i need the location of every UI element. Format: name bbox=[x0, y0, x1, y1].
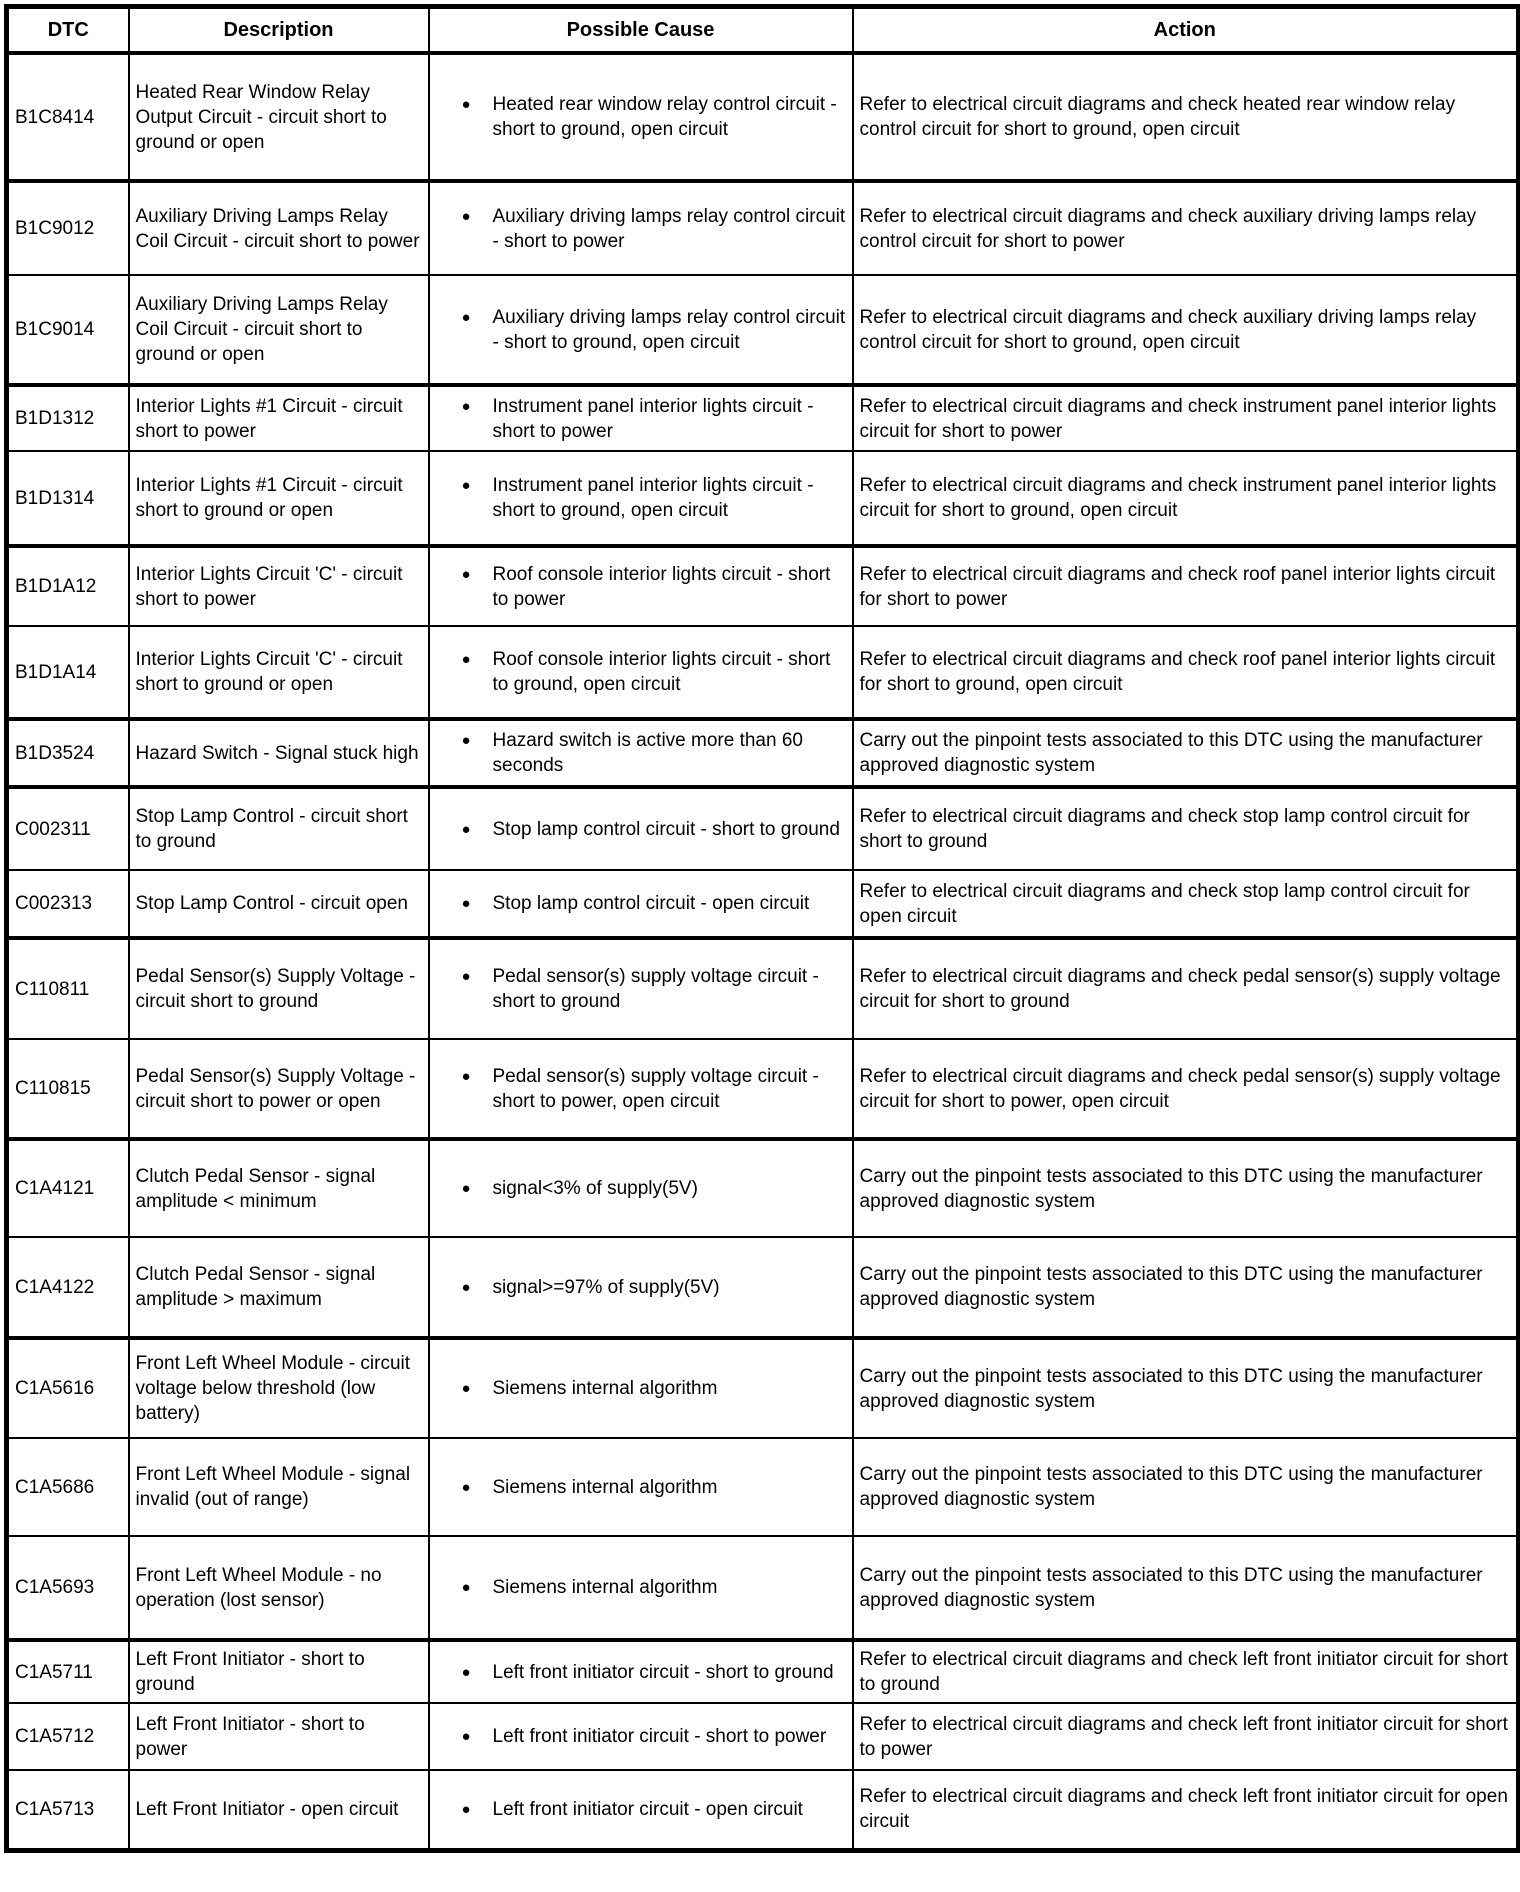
dtc-cell: C1A4122 bbox=[7, 1237, 129, 1338]
action-cell: Refer to electrical circuit diagrams and check pedal sensor(s) supply voltage circuit for short to power, open circuit bbox=[853, 1039, 1519, 1139]
table-row bbox=[7, 546, 1519, 626]
action-cell: Carry out the pinpoint tests associated to this DTC using the manufacturer approved diagnostic system bbox=[853, 1438, 1519, 1536]
bullet-icon: ● bbox=[461, 1067, 471, 1085]
dtc-cell: C1A5713 bbox=[7, 1770, 129, 1850]
cause-cell bbox=[429, 1039, 853, 1139]
action-cell: Carry out the pinpoint tests associated to this DTC using the manufacturer approved diagnostic system bbox=[853, 1139, 1519, 1237]
table-row bbox=[7, 275, 1519, 385]
description-cell: Front Left Wheel Module - no operation (lost sensor) bbox=[129, 1536, 429, 1640]
bullet-icon: ● bbox=[461, 207, 471, 225]
column-header-dtc: DTC bbox=[7, 7, 129, 54]
cause-cell bbox=[429, 1338, 853, 1438]
cause-cell bbox=[429, 181, 853, 275]
action-cell: Refer to electrical circuit diagrams and check instrument panel interior lights circuit for short to ground, open circuit bbox=[853, 451, 1519, 546]
cause-cell bbox=[429, 53, 853, 181]
dtc-cell: C1A5616 bbox=[7, 1338, 129, 1438]
cause-text: Siemens internal algorithm bbox=[492, 1378, 718, 1399]
header-row bbox=[7, 7, 1519, 54]
cause-text: Roof console interior lights circuit - short to ground, open circuit bbox=[492, 649, 831, 695]
action-cell: Carry out the pinpoint tests associated to this DTC using the manufacturer approved diagnostic system bbox=[853, 719, 1519, 787]
action-cell: Refer to electrical circuit diagrams and check pedal sensor(s) supply voltage circuit for short to ground bbox=[853, 938, 1519, 1039]
cause-text: signal>=97% of supply(5V) bbox=[492, 1276, 720, 1298]
table-row bbox=[7, 1039, 1519, 1139]
dtc-cell: C002311 bbox=[7, 787, 129, 870]
cause-cell bbox=[429, 787, 853, 870]
dtc-cell: C1A5712 bbox=[7, 1703, 129, 1770]
cause-cell bbox=[429, 938, 853, 1039]
column-header-action: Action bbox=[853, 7, 1519, 54]
dtc-cell: B1C9012 bbox=[7, 181, 129, 275]
cause-text: Instrument panel interior lights circuit - short to power bbox=[492, 395, 814, 442]
dtc-cell: C1A5711 bbox=[7, 1640, 129, 1703]
description-cell: Left Front Initiator - open circuit bbox=[129, 1770, 429, 1850]
bullet-icon: ● bbox=[461, 1478, 471, 1496]
cause-cell bbox=[429, 1438, 853, 1536]
description-cell: Interior Lights #1 Circuit - circuit short to ground or open bbox=[129, 451, 429, 546]
cause-text: Pedal sensor(s) supply voltage circuit - short to ground bbox=[492, 966, 819, 1012]
table-row bbox=[7, 938, 1519, 1039]
bullet-icon: ● bbox=[461, 565, 471, 583]
cause-text: Left front initiator circuit - short to ground bbox=[492, 1661, 834, 1683]
bullet-icon: ● bbox=[461, 1278, 471, 1296]
table-row bbox=[7, 870, 1519, 938]
table-row bbox=[7, 385, 1519, 451]
dtc-cell: C1A5686 bbox=[7, 1438, 129, 1536]
description-cell: Auxiliary Driving Lamps Relay Coil Circuit - circuit short to ground or open bbox=[129, 275, 429, 385]
dtc-cell: C1A4121 bbox=[7, 1139, 129, 1237]
dtc-cell: C110811 bbox=[7, 938, 129, 1039]
cause-text: Auxiliary driving lamps relay control circuit - short to power bbox=[492, 205, 846, 252]
cause-text: Siemens internal algorithm bbox=[492, 1476, 718, 1498]
action-cell: Refer to electrical circuit diagrams and check instrument panel interior lights circuit for short to power bbox=[853, 385, 1519, 451]
dtc-cell: B1C8414 bbox=[7, 53, 129, 181]
description-cell: Stop Lamp Control - circuit open bbox=[129, 870, 429, 938]
bullet-icon: ● bbox=[461, 1579, 471, 1596]
description-cell: Front Left Wheel Module - circuit voltage below threshold (low battery) bbox=[129, 1338, 429, 1438]
dtc-cell: B1D3524 bbox=[7, 719, 129, 787]
table-row bbox=[7, 451, 1519, 546]
action-cell: Carry out the pinpoint tests associated to this DTC using the manufacturer approved diagnostic system bbox=[853, 1237, 1519, 1338]
table-row bbox=[7, 1139, 1519, 1237]
cause-cell bbox=[429, 626, 853, 719]
dtc-cell: C110815 bbox=[7, 1039, 129, 1139]
table-row bbox=[7, 53, 1519, 181]
action-cell: Refer to electrical circuit diagrams and check heated rear window relay control circuit for short to ground, open circuit bbox=[853, 53, 1519, 181]
table-row bbox=[7, 1438, 1519, 1536]
action-cell: Refer to electrical circuit diagrams and check stop lamp control circuit for short to ground bbox=[853, 787, 1519, 870]
action-cell: Carry out the pinpoint tests associated to this DTC using the manufacturer approved diagnostic system bbox=[853, 1338, 1519, 1438]
cause-cell bbox=[429, 1640, 853, 1703]
cause-text: Hazard switch is active more than 60 seconds bbox=[492, 730, 803, 776]
dtc-cell: B1D1314 bbox=[7, 451, 129, 546]
cause-cell bbox=[429, 1703, 853, 1770]
bullet-icon: ● bbox=[461, 1380, 471, 1397]
cause-text: Stop lamp control circuit - open circuit bbox=[492, 893, 810, 914]
dtc-cell: C002313 bbox=[7, 870, 129, 938]
table-row bbox=[7, 787, 1519, 870]
action-cell: Refer to electrical circuit diagrams and check roof panel interior lights circuit for short to power bbox=[853, 546, 1519, 626]
bullet-icon: ● bbox=[461, 477, 471, 494]
action-cell: Refer to electrical circuit diagrams and check auxiliary driving lamps relay control circuit for short to ground, open circuit bbox=[853, 275, 1519, 385]
cause-text: Pedal sensor(s) supply voltage circuit - short to power, open circuit bbox=[492, 1065, 819, 1112]
description-cell: Heated Rear Window Relay Output Circuit - circuit short to ground or open bbox=[129, 53, 429, 181]
table-row bbox=[7, 1536, 1519, 1640]
action-cell: Refer to electrical circuit diagrams and check left front initiator circuit for short to power bbox=[853, 1703, 1519, 1770]
action-cell: Refer to electrical circuit diagrams and check left front initiator circuit for open circuit bbox=[853, 1770, 1519, 1850]
cause-text: Left front initiator circuit - short to power bbox=[492, 1726, 827, 1747]
bullet-icon: ● bbox=[461, 732, 471, 749]
description-cell: Stop Lamp Control - circuit short to ground bbox=[129, 787, 429, 870]
cause-cell bbox=[429, 275, 853, 385]
cause-text: Left front initiator circuit - open circuit bbox=[492, 1798, 803, 1820]
action-cell: Refer to electrical circuit diagrams and check stop lamp control circuit for open circuit bbox=[853, 870, 1519, 938]
description-cell: Clutch Pedal Sensor - signal amplitude < minimum bbox=[129, 1139, 429, 1237]
bullet-icon: ● bbox=[461, 1663, 471, 1681]
dtc-cell: B1D1A12 bbox=[7, 546, 129, 626]
bullet-icon: ● bbox=[461, 1800, 471, 1818]
cause-text: Heated rear window relay control circuit - short to ground, open circuit bbox=[492, 94, 837, 140]
cause-cell bbox=[429, 1237, 853, 1338]
action-cell: Refer to electrical circuit diagrams and check roof panel interior lights circuit for short to ground, open circuit bbox=[853, 626, 1519, 719]
bullet-icon: ● bbox=[461, 895, 471, 912]
table-row bbox=[7, 1703, 1519, 1770]
dtc-cell: C1A5693 bbox=[7, 1536, 129, 1640]
dtc-cell: B1D1A14 bbox=[7, 626, 129, 719]
bullet-icon: ● bbox=[461, 308, 471, 326]
table-row bbox=[7, 1640, 1519, 1703]
description-cell: Hazard Switch - Signal stuck high bbox=[129, 719, 429, 787]
description-cell: Pedal Sensor(s) Supply Voltage - circuit short to power or open bbox=[129, 1039, 429, 1139]
description-cell: Left Front Initiator - short to power bbox=[129, 1703, 429, 1770]
cause-cell bbox=[429, 546, 853, 626]
cause-text: Roof console interior lights circuit - short to power bbox=[492, 563, 831, 610]
action-cell: Carry out the pinpoint tests associated to this DTC using the manufacturer approved diagnostic system bbox=[853, 1536, 1519, 1640]
dtc-cell: B1C9014 bbox=[7, 275, 129, 385]
description-cell: Pedal Sensor(s) Supply Voltage - circuit short to ground bbox=[129, 938, 429, 1039]
bullet-icon: ● bbox=[461, 651, 471, 668]
table-row bbox=[7, 719, 1519, 787]
column-header-possible-cause: Possible Cause bbox=[429, 7, 853, 54]
bullet-icon: ● bbox=[461, 397, 471, 415]
dtc-cell: B1D1312 bbox=[7, 385, 129, 451]
dtc-table bbox=[4, 4, 1520, 1853]
description-cell: Interior Lights Circuit 'C' - circuit short to power bbox=[129, 546, 429, 626]
cause-text: Auxiliary driving lamps relay control circuit - short to ground, open circuit bbox=[492, 306, 846, 353]
cause-cell bbox=[429, 385, 853, 451]
table-row bbox=[7, 1770, 1519, 1850]
description-cell: Interior Lights #1 Circuit - circuit short to power bbox=[129, 385, 429, 451]
description-cell: Interior Lights Circuit 'C' - circuit short to ground or open bbox=[129, 626, 429, 719]
cause-cell bbox=[429, 1139, 853, 1237]
bullet-icon: ● bbox=[461, 820, 471, 838]
cause-cell bbox=[429, 1770, 853, 1850]
table-row bbox=[7, 1338, 1519, 1438]
bullet-icon: ● bbox=[461, 968, 471, 985]
cause-cell bbox=[429, 719, 853, 787]
description-cell: Front Left Wheel Module - signal invalid (out of range) bbox=[129, 1438, 429, 1536]
table-row bbox=[7, 181, 1519, 275]
description-cell: Left Front Initiator - short to ground bbox=[129, 1640, 429, 1703]
action-cell: Refer to electrical circuit diagrams and check auxiliary driving lamps relay control circuit for short to power bbox=[853, 181, 1519, 275]
bullet-icon: ● bbox=[461, 1728, 471, 1745]
column-header-description: Description bbox=[129, 7, 429, 54]
cause-cell bbox=[429, 870, 853, 938]
description-cell: Auxiliary Driving Lamps Relay Coil Circuit - circuit short to power bbox=[129, 181, 429, 275]
description-cell: Clutch Pedal Sensor - signal amplitude > maximum bbox=[129, 1237, 429, 1338]
cause-text: Siemens internal algorithm bbox=[492, 1577, 718, 1598]
bullet-icon: ● bbox=[461, 1180, 471, 1197]
table-row bbox=[7, 626, 1519, 719]
cause-text: signal<3% of supply(5V) bbox=[492, 1178, 698, 1199]
action-cell: Refer to electrical circuit diagrams and check left front initiator circuit for short to ground bbox=[853, 1640, 1519, 1703]
bullet-icon: ● bbox=[461, 96, 471, 113]
cause-text: Stop lamp control circuit - short to ground bbox=[492, 818, 840, 840]
table-row bbox=[7, 1237, 1519, 1338]
cause-cell bbox=[429, 451, 853, 546]
cause-cell bbox=[429, 1536, 853, 1640]
cause-text: Instrument panel interior lights circuit - short to ground, open circuit bbox=[492, 475, 814, 521]
